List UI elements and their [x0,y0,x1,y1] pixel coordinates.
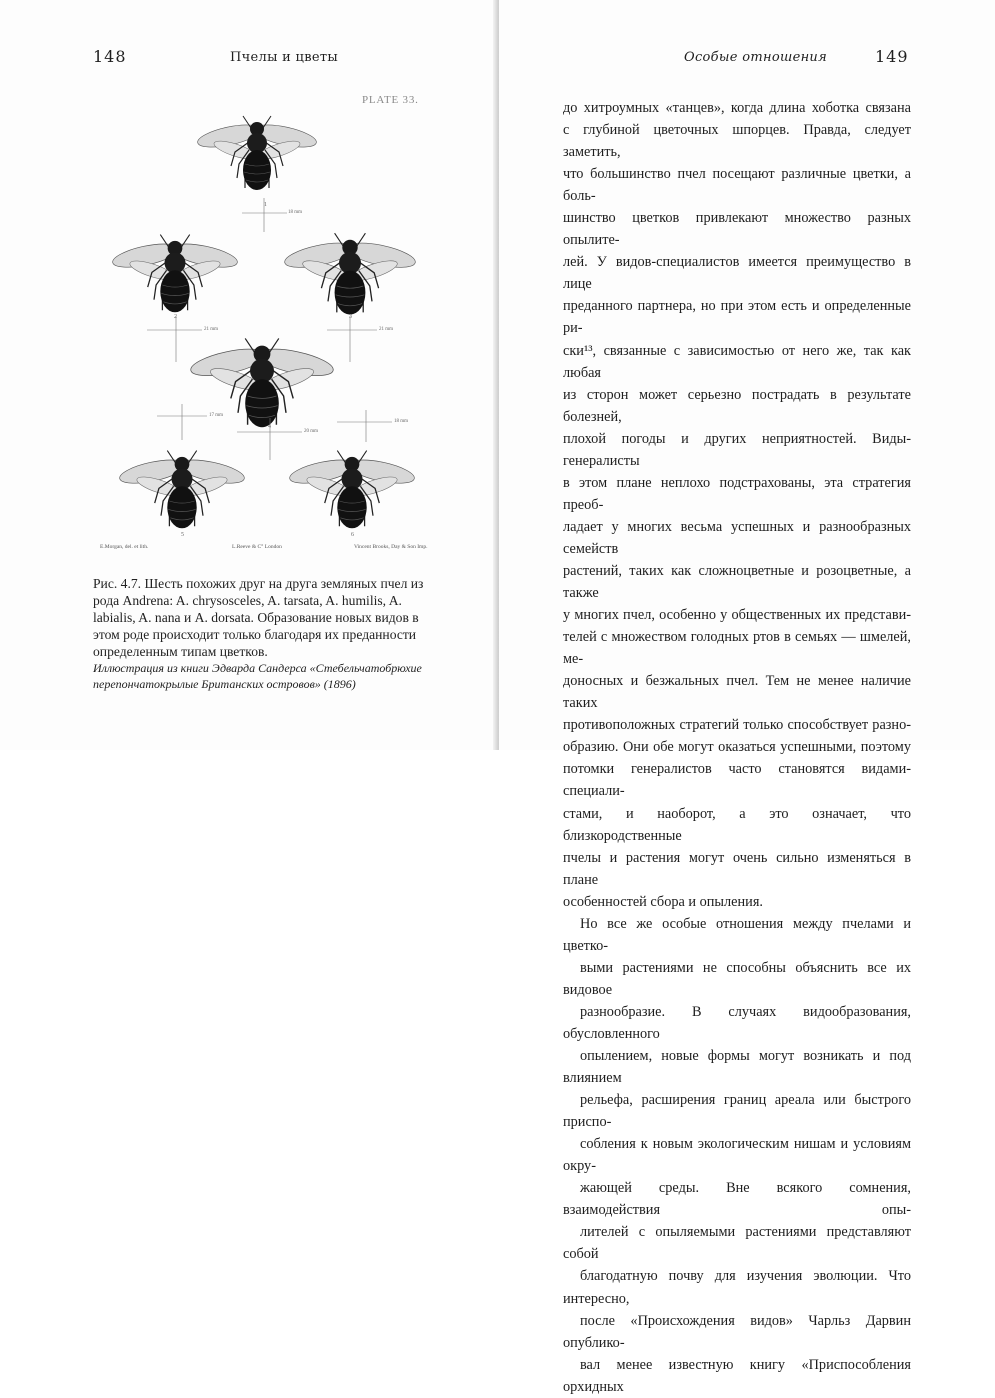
plate-credit-publisher: L.Reeve & C° London [232,544,282,550]
text-line: из сторон может серьезно пострадать в результате болезней, [563,386,911,425]
text-line: разнообразие. В случаях видообразования, обусловленного [563,1003,911,1042]
running-head-left: Пчелы и цветы [230,50,338,65]
text-line: образию. Они обе могут оказаться успешными, поэтому [563,739,911,756]
specimen-1 [196,116,318,190]
text-line: после «Происхождения видов» Чарльз Дарвин опублико- [563,1312,911,1351]
specimen-number-2: 2 [174,314,177,320]
running-head-right: Особые отношения [684,50,828,65]
body-text [563,97,911,1398]
text-line: жающей среды. Вне всякого сомнения, взаимодействия опы- [563,1180,911,1219]
text-line: доносных и безжальных пчел. Тем не менее наличие таких [563,673,911,712]
text-line: пчелы и растения могут очень сильно изменяться в плане [563,849,911,888]
text-line: что большинство пчел посещают различные цветки, а боль- [563,166,911,205]
left-page [0,0,496,750]
text-line: лителей с опыляемыми растениями представляют собой [563,1224,911,1263]
text-line: стами, и наоборот, а это означает, что близкородственные [563,805,911,844]
specimen-5 [118,451,246,529]
text-line: выми растениями не способны объяснить все их видовое [563,959,911,998]
page-number-left: 148 [93,47,127,66]
text-line: опылением, новые формы могут возникать и под влиянием [563,1048,911,1087]
page-number-right: 149 [875,47,909,66]
text-line: растений, таких как сложноцветные и розоцветные, а также [563,562,911,602]
specimen-6 [288,451,416,529]
plate-label: PLATE 33. [362,94,419,106]
text-line: лей. У видов-специалистов имеется преимущество в лице [563,254,911,293]
specimen-3 [283,233,418,314]
caption-text: Рис. 4.7. Шесть похожих друг на друга земляных пчел из рода Andrena: A. chrysosceles, A. tarsata, A. humilis, A. labialis, A. nana и A. dorsata. Образование новых видов в этом роде происходит только благодаря их преданности определенным типам цветков. [93,576,424,659]
figure-caption [93,575,443,692]
scale-label-3: 21 mm [379,327,394,332]
text-line: у многих пчел, особенно у общественных их представи- [563,607,911,624]
scale-label-4: 17 mm [209,413,224,418]
text-line: преданного партнера, но при этом есть и определенные ри- [563,298,911,337]
text-line: потомки генералистов часто становятся видами-специали- [563,761,911,800]
text-line: Но все же особые отношения между пчелами и цветко- [563,915,911,954]
text-line: рельефа, расширения границ ареала или быстрого приспо- [563,1092,911,1131]
specimen-number-4: 4 [268,424,271,430]
plate-credit-artist: E.Morgan, del. et lith. [100,544,149,550]
paragraph-2 [563,913,911,1398]
text-line: ладает у многих весьма успешных и разнообразных семейств [563,518,911,557]
scale-label-6: 18 mm [394,419,409,424]
scale-label-1: 18 mm [288,210,303,215]
text-line: в этом плане неплохо подстрахованы, эта стратегия преоб- [563,474,911,513]
paragraph-1 [563,97,911,913]
text-line: телей с множеством голодных ртов в семьях — шмелей, ме- [563,629,911,668]
specimen-number-6: 6 [351,532,354,538]
plate-credit-printer: Vincent Brooks, Day & Son Imp. [354,544,428,550]
plate-illustration [92,92,442,562]
caption-credit: Иллюстрация из книги Эдварда Сандерса «Стебельчатобрюхие перепончатокрылые Британских островов» (1896) [93,661,422,691]
text-line: шинство цветков привлекают множество разных опылите- [563,210,911,249]
text-line: собления к новым экологическим нишам и условиям окру- [563,1136,911,1175]
specimen-number-3: 3 [349,314,352,320]
specimen-number-5: 5 [181,532,184,538]
scale-label-5: 20 mm [304,429,319,434]
text-line: противоположных стратегий только способствует разно- [563,717,911,734]
specimen-number-1: 1 [264,202,267,208]
text-line: ски¹³, связанные с зависимостью от него же, так как любая [563,342,911,381]
specimen-2 [111,235,239,313]
text-line: благодатную почву для изучения эволюции. Что интересно, [563,1268,911,1307]
text-line: до хитроумных «танцев», когда длина хоботка связана [563,100,911,116]
scale-label-2: 21 mm [204,327,219,332]
text-line: особенностей сбора и опыления. [563,893,763,910]
text-line: с глубиной цветочных шпорцев. Правда, следует заметить, [563,122,911,161]
text-line: вал менее известную книгу «Приспособления орхидных [563,1356,911,1395]
text-line: плохой погоды и других неприятностей. Виды-генералисты [563,430,911,469]
